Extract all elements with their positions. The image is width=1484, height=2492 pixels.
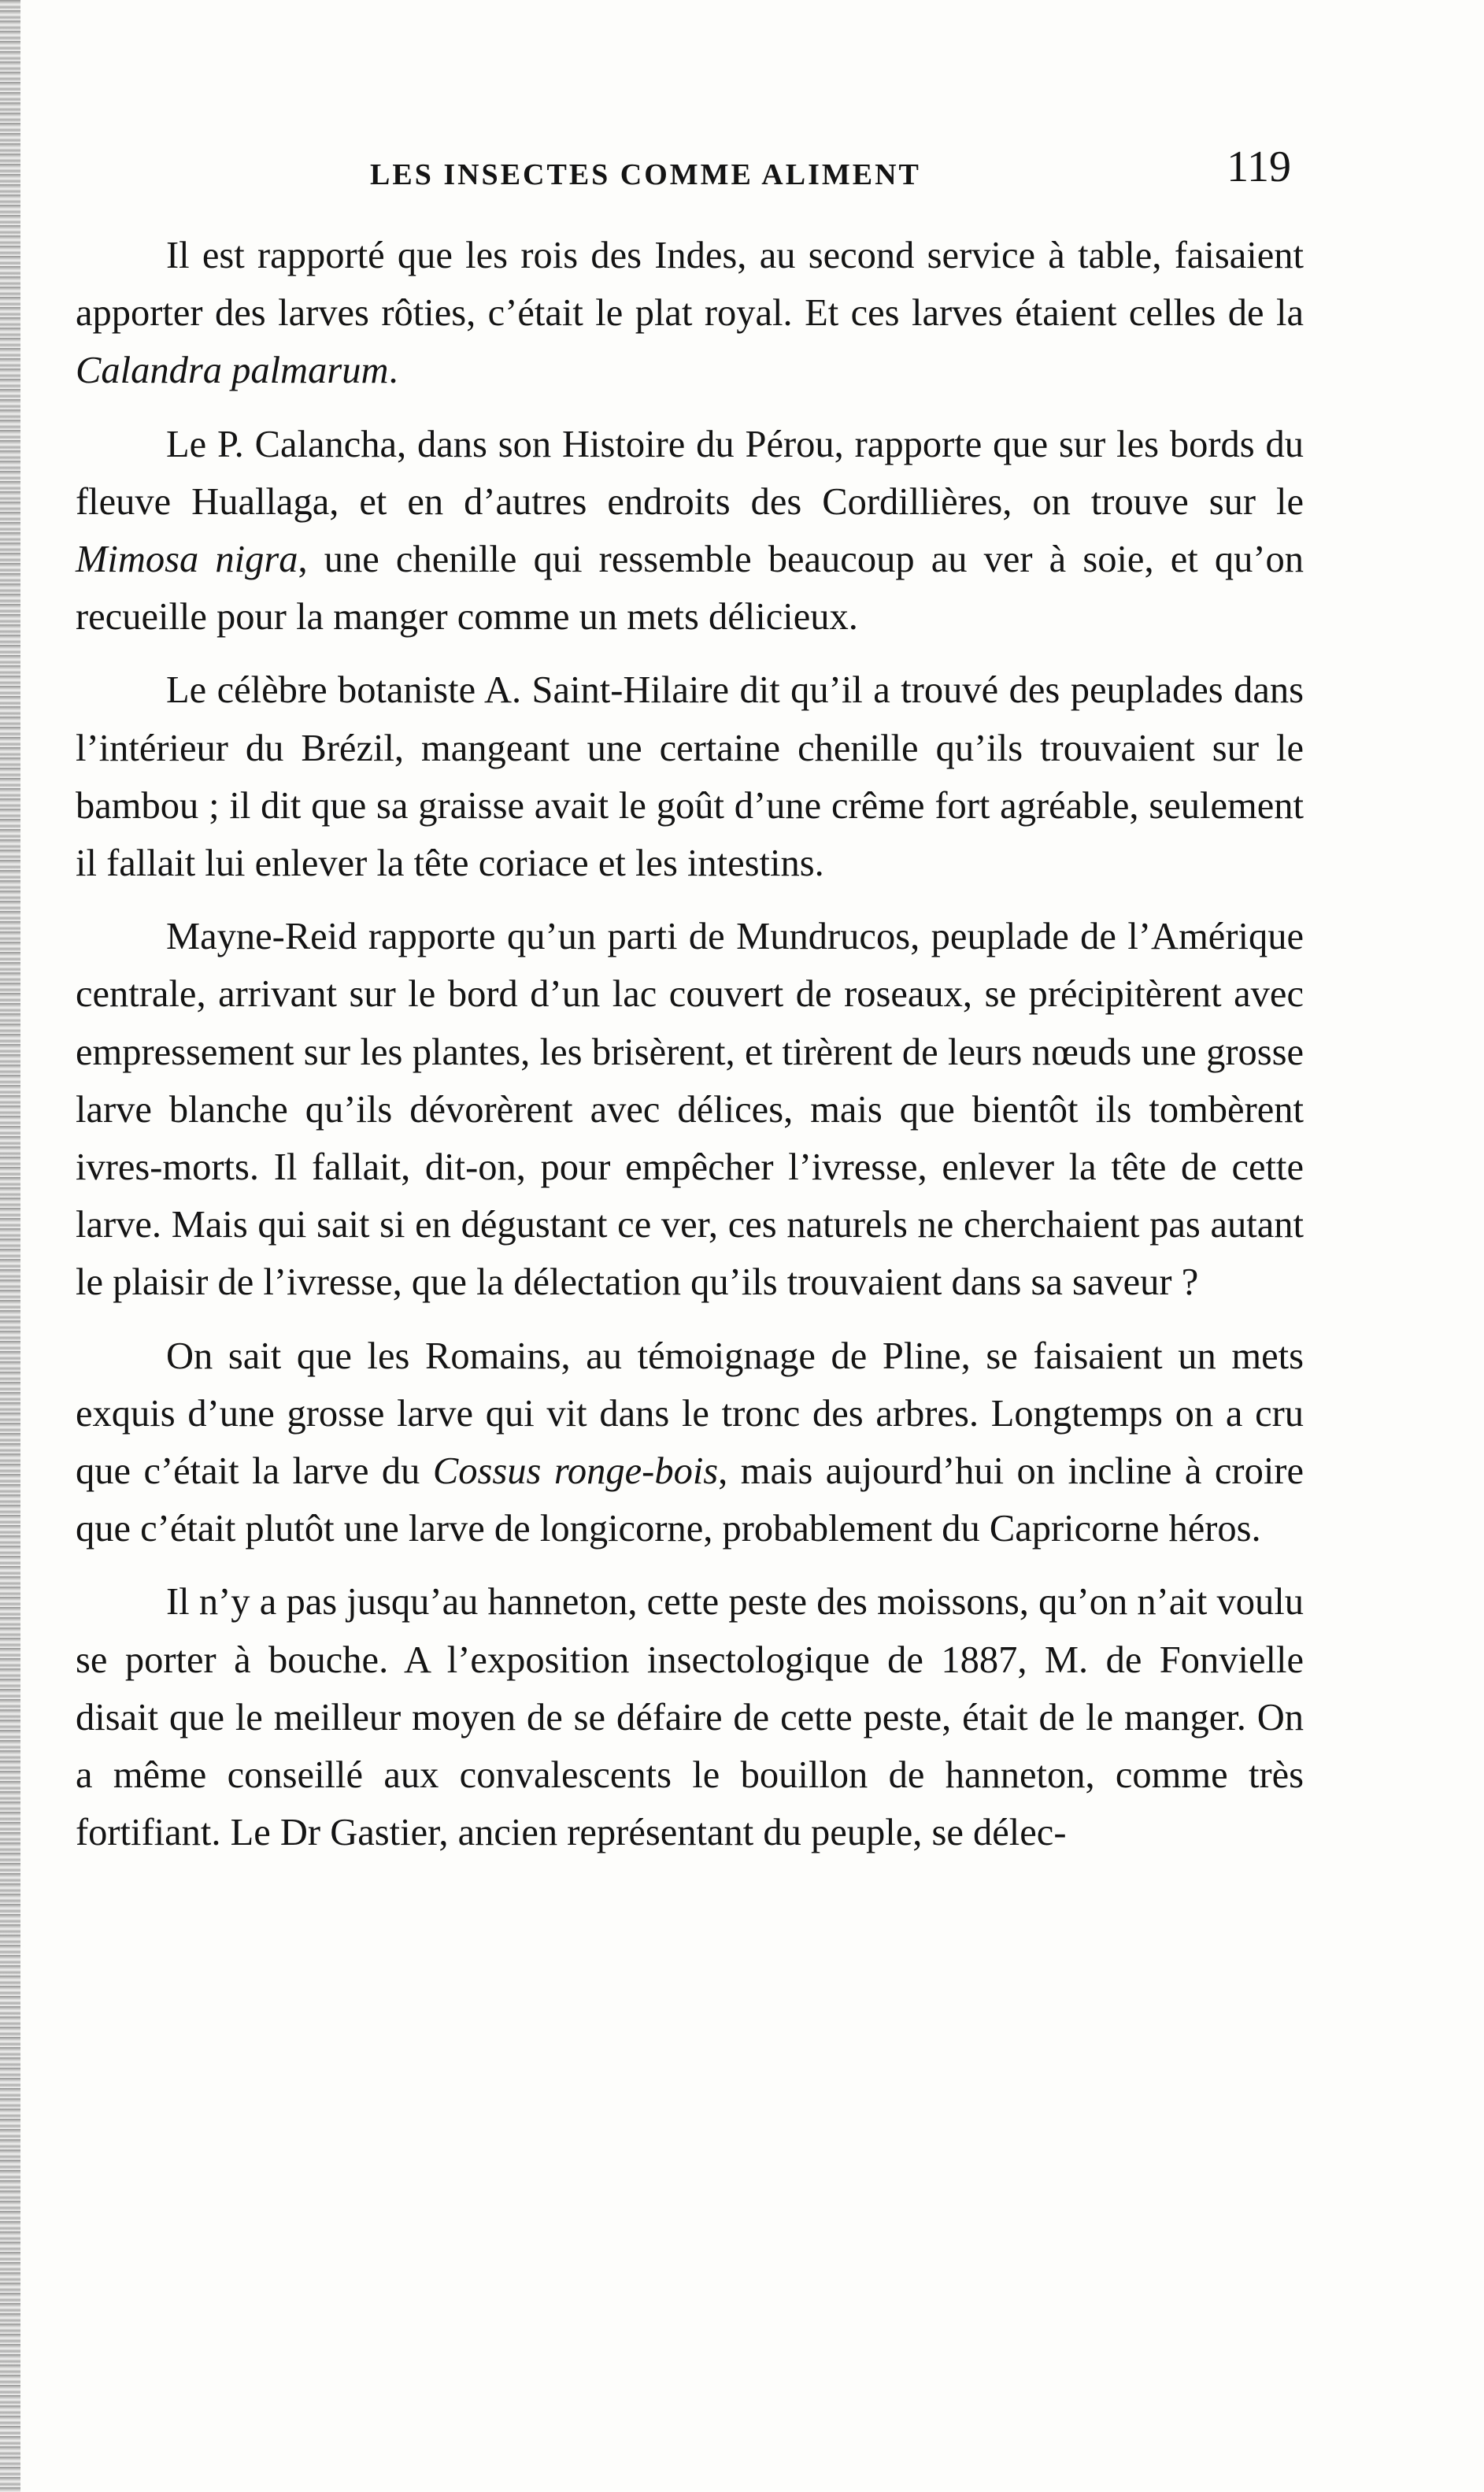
- paragraph-hanneton: Il n’y a pas jusqu’au hanneton, cette peste des moissons, qu’on n’ait voulu se porter à bouche. A l’exposition insectologique de 1887, M. de Fonvielle disait que le meilleur moyen de se défaire de cette peste, était de le manger. On a même conseillé aux convalescents le bouillon de hanneton, comme très fortifiant. Le Dr Gastier, ancien représentant du peuple, se délec-: [76, 1581, 1304, 1854]
- paragraph-saint-hilaire: Le célèbre botaniste A. Saint-Hilaire dit qu’il a trouvé des peuplades dans l’intérieur du Brézil, mangeant une certaine chenille qu’ils trouvaient sur le bambou ; il dit que sa graisse avait le goût d’une crême fort agréable, seulement il fallait lui enlever la tête coriace et les intestins.: [76, 669, 1304, 885]
- paragraph-calancha: Le P. Calancha, dans son Histoire du Pérou, rapporte que sur les bords du fleuve Huallaga, et en d’autres endroits des Cordillières, on trouve sur le Mimosa nigra, une chenille qui ressemble beaucoup au ver à soie, et qu’on recueille pour la manger comme un mets délicieux.: [76, 423, 1304, 639]
- page-number: 119: [1227, 143, 1291, 191]
- page-edge-shadow: [0, 0, 20, 2492]
- paragraph-royal-larvae: Il est rapporté que les rois des Indes, au second service à table, faisaient apporter des larves rôties, c’était le plat royal. Et ces larves étaient celles de la Calandra palmarum.: [76, 235, 1304, 392]
- running-title: LES INSECTES COMME ALIMENT: [370, 158, 921, 191]
- species-name: Calandra palmarum: [76, 350, 389, 392]
- species-name: Cossus ronge-bois: [432, 1450, 719, 1493]
- paragraph-romains: On sait que les Romains, au témoignage de Pline, se faisaient un mets exquis d’une grosse larve qui vit dans le tronc des arbres. Longtemps on a cru que c’était la larve du Cossus ronge-bois, mais aujourd’hui on incline à croire que c’était plutôt une larve de longicorne, probablement du Capricorne héros.: [76, 1335, 1304, 1550]
- species-name: Mimosa nigra: [76, 539, 298, 581]
- page-header: [370, 142, 1291, 205]
- paragraph-mayne-reid: Mayne-Reid rapporte qu’un parti de Mundrucos, peuplade de l’Amérique centrale, arrivant sur le bord d’un lac couvert de roseaux, se précipitèrent avec empressement sur les plantes, les brisèrent, et tirèrent de leurs nœuds une grosse larve blanche qu’ils dévorèrent avec délices, mais que bientôt ils tombèrent ivres-morts. Il fallait, dit-on, pour empêcher l’ivresse, enlever la tête de cette larve. Mais qui sait si en dégustant ce ver, ces naturels ne cherchaient pas autant le plaisir de l’ivresse, que la délectation qu’ils trouvaient dans sa saveur ?: [76, 916, 1304, 1304]
- body-text: [76, 227, 1304, 1861]
